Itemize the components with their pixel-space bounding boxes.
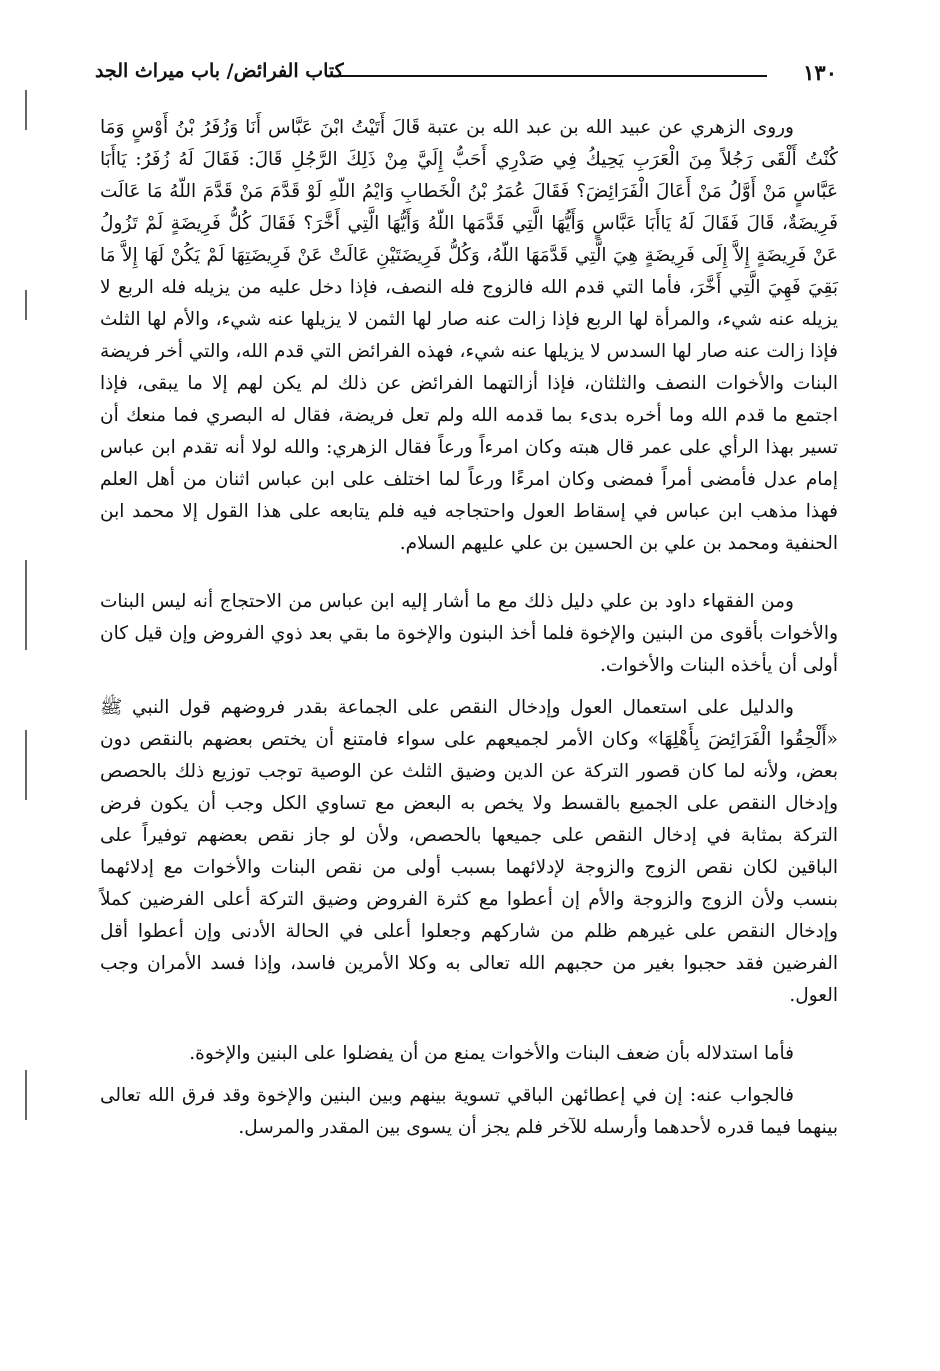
paragraph-awl-evidence: والدليل على استعمال العول وإدخال النقص على الجماعة بقدر فروضهم قول النبي ﷺ «أَلْحِقُوا الْفَرَائِضَ بِأَهْلِهَا» وكان الأمر لجميعهم على سواء فامتنع أن يختص بعضهم بالنقص دون بعض، ولأنه لما كان قصور التركة عن الدين وضيق الثلث عن الوصية توجب توزيع ذلك بالحصص وإدخال النقص على الجميع بالقسط ولا يخص به البعض مع تساوي الكل وجب أن يكون فرض التركة بمثابة في إدخال النقص على جميعها بالحصص، ولأن لو جاز نقص بعضهم توفيراً على الباقين لكان نقص الزوج والزوجة لإدلائهما بسبب أولى من نقص البنات والأخوات مع إدلائهما بنسب ولأن الزوج والزوجة والأم إن أعطوا مع كثرة الفروض وضيق التركة أعلى الفرضين كملاً وإدخال النقص على غيرهم ظلم من شاركهم وجعلوا أعلى في الحالة الأدنى وإن أعطوا أقل الفرضين فقد حجبوا بغير من حجبهم الله تعالى به وكلا الأمرين فاسد، وإذا فسد الأمران وجب العول. [100, 697, 838, 1006]
paragraph-dawud-argument: ومن الفقهاء داود بن علي دليل ذلك مع ما أشار إليه ابن عباس من الاحتجاج أنه ليس البنات والأخوات بأقوى من البنين والإخوة فلما أخذ البنون والإخوة ما بقي بعد ذوي الفروض وإن قيل كان أولى أن يأخذه البنات والأخوات. [100, 591, 838, 676]
paragraph-ibn-abbas-narration: وروى الزهري عن عبيد الله بن عبد الله بن عتبة قَالَ أَتَيْتُ ابْنَ عَبَّاس أَنَا وَزُفَرُ بْنُ أَوْسٍ وَمَا كُنْتُ أَلْقَى رَجُلاً مِنَ الْعَرَبِ يَحِيكُ فِي صَدْرِي أَحَبُّ إِلَيَّ مِنْ ذَلِكَ الرَّجُلِ قَالَ: فَقَالَ لَهُ زُفَرُ: يَاأَبَا عَبَّاسٍ مَنْ أَوَّلُ مَنْ أَعَالَ الْفَرَائِضَ؟ فَقَالَ عُمَرُ بْنُ الْخَطابِ وَايْمُ اللّهِ لَوْ قَدَّمَ مَنْ قَدَّمَ اللّهُ مَا عَالَت فَرِيضَةٌ، قَالَ فَقَالَ لَهُ يَاأَبَا عَبَّاسٍ وَأَيُّهَا الَّتِي قَدَّمَها اللّهُ وَأَيُّهَا الَّتِي أَخَّرَ؟ فَقَالَ كُلُّ فَرِيضَةٍ لَمْ تَزُولُ عَنْ فَرِيضَةٍ إِلاَّ إِلَى فَرِيضَةٍ هِيَ الَّتِي قَدَّمَهَا اللّهُ، وَكُلُّ فَرِيضَتَيْنِ عَالَتْ عَنْ فَرِيضَتِهَا لَمْ يَكُنْ لَهَا إِلاَّ مَا بَقِيَ فَهِيَ الَّتِي أَخَّرَ، فأما التي قدم الله فالزوج فله النصف، فإذا دخل عليه من يزيله فله الربع لا يزيله عنه شيء، والمرأة لها الربع فإذا زالت عنه صار لها الثمن لا يزيلها عنه شيء، والأم لها الثلث فإذا زالت عنه صار لها السدس لا يزيلها عنه شيء، فهذه الفرائض التي قدم الله، والتي أخر فريضة البنات والأخوات النصف والثلثان، فإذا أزالتهما الفرائض عن ذلك لم يكن لهم إلا ما يبقى، فإذا اجتمع ما قدم الله وما أخره بدىء بما قدمه الله ولم تعل فريضة، فقال له البصري فما منعك أن تسير بهذا الرأي على عمر قال هبته وكان امرءاً ورعاً فقال الزهري: والله لولا أنه تقدم ابن عباس إمام عدل فأمضى أمراً فمضى وكان امرءًا ورعاً لما اختلف على ابن عباس اثنان من أهل العلم فهذا مذهب ابن عباس في إسقاط العول واحتجاجه فيه فلم يتابعه على هذا القول إلا محمد ابن الحنفية ومحمد بن علي بن الحسين بن علي عليهم السلام. [100, 117, 838, 554]
paragraph-objection: فأما استدلاله بأن ضعف البنات والأخوات يمنع من أن يفضلوا على البنين والإخوة. [189, 1043, 794, 1064]
page-number: ١٣٠ [803, 60, 837, 85]
header-rule [340, 75, 767, 77]
paragraph-reply: فالجواب عنه: إن في إعطائهن الباقي تسوية بينهم وبين البنين والإخوة وقد فرق الله تعالى بينهما فيما قدره لأحدهما وأرسله للآخر فلم يجز أن يسوى بين المقدر والمرسل. [100, 1085, 838, 1138]
page-header [95, 60, 837, 90]
margin-rule [25, 560, 27, 650]
margin-rule [25, 290, 27, 320]
margin-rule [25, 1070, 27, 1120]
running-title: كتاب الفرائض/ باب ميراث الجد [95, 60, 344, 82]
page-body [100, 112, 838, 1144]
margin-rule [25, 730, 27, 800]
margin-rule [25, 90, 27, 130]
